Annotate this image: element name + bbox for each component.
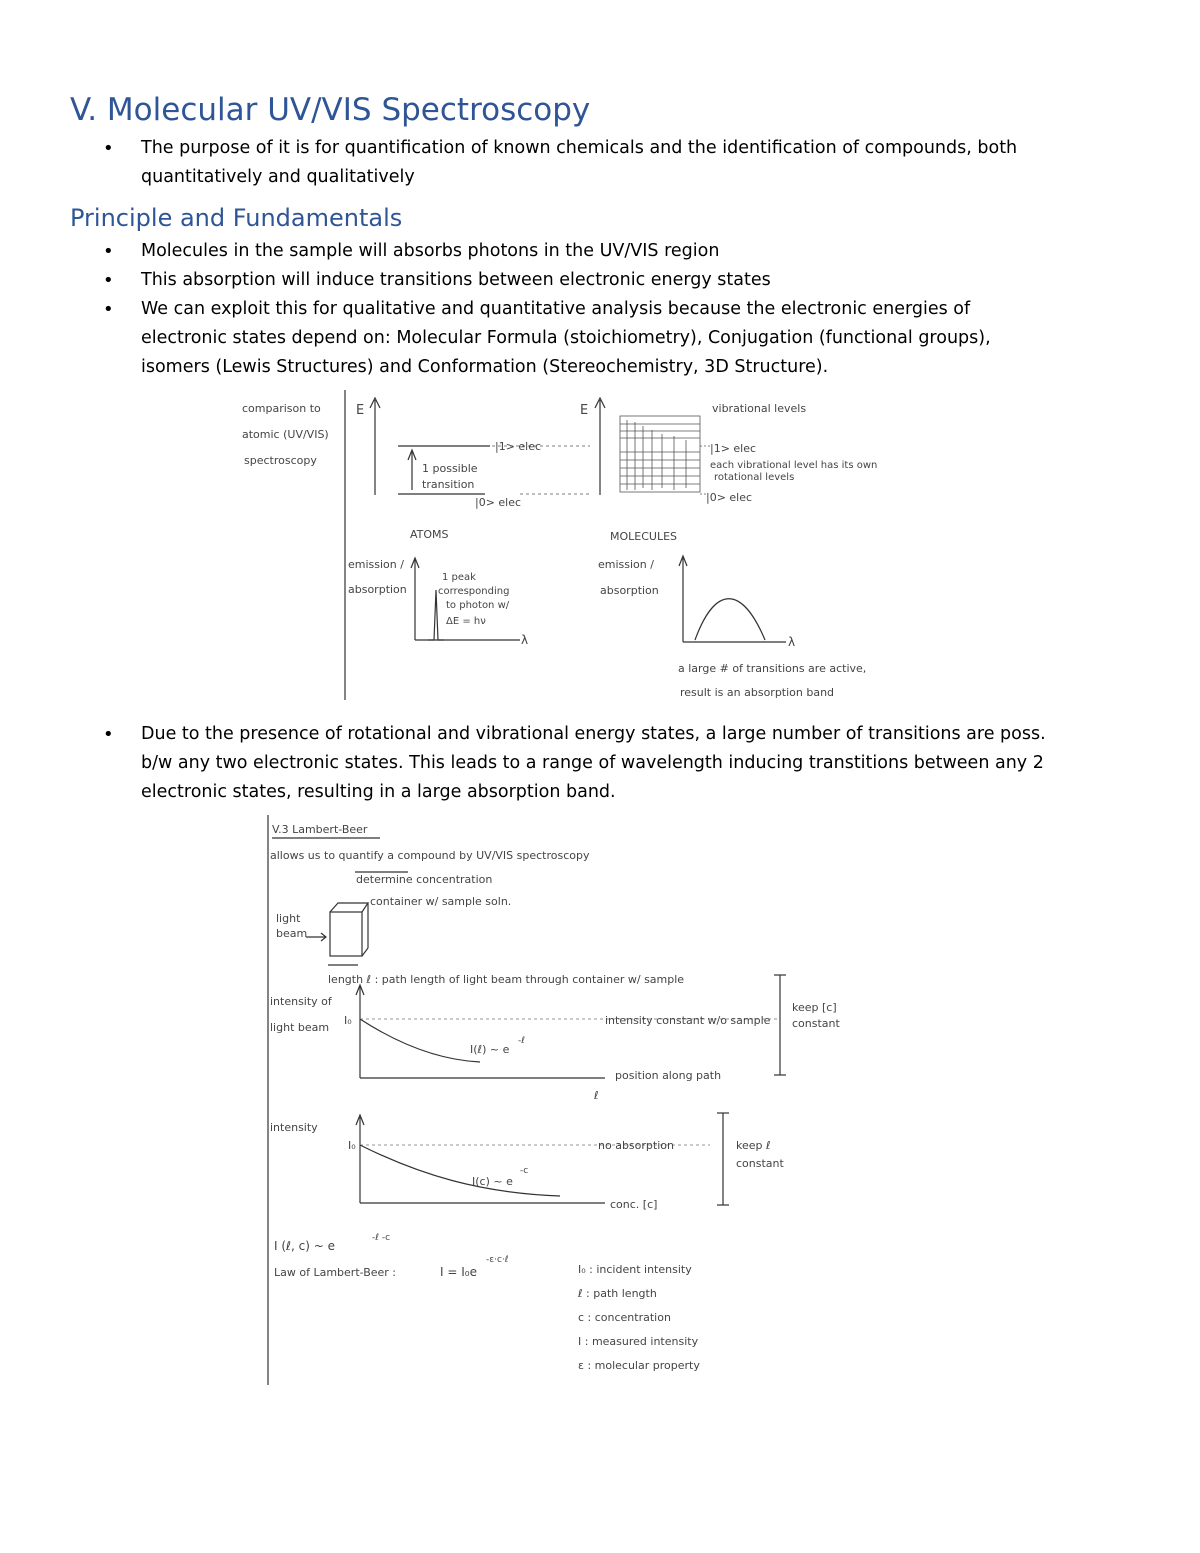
side-note-line: comparison to [242, 402, 321, 415]
curve1-label: I(ℓ) ~ e [470, 1043, 510, 1056]
light-beam-label: light [276, 912, 301, 925]
lambert-beer-line: allows us to quantify a compound by UV/VIS spectroscopy [270, 849, 590, 862]
excited-state-label: |1> elec [495, 440, 542, 453]
emission-label: emission / [348, 558, 404, 571]
container-note: container w/ sample soln. [370, 895, 512, 908]
emission-label: absorption [600, 584, 659, 597]
molecules-label: MOLECULES [610, 530, 678, 543]
peak-note: corresponding [438, 586, 510, 597]
peak-note: 1 peak [442, 572, 476, 583]
vib-levels-label: vibrational levels [712, 402, 807, 415]
lambert-beer-line: determine concentration [356, 873, 493, 886]
lambert-beer-heading: V.3 Lambert-Beer [272, 823, 368, 836]
curve1-exp: -ℓ [518, 1036, 525, 1046]
x1-symbol: ℓ [594, 1089, 599, 1102]
i0-label: I₀ [344, 1014, 352, 1027]
energy-axis-label: E [580, 403, 589, 418]
law-label: Law of Lambert-Beer : [274, 1266, 397, 1279]
mol-ground-label: |0> elec [706, 491, 753, 504]
legend-item: ε : molecular property [578, 1359, 700, 1372]
i0-label: I₀ [348, 1139, 356, 1152]
legend-item: c : concentration [578, 1311, 671, 1324]
lambda-label: λ [521, 633, 529, 647]
light-beam-label: beam [276, 927, 308, 940]
equation-1: I (ℓ, c) ~ e [274, 1239, 335, 1253]
lambert-beer-sketch [260, 815, 880, 1390]
intensity-label: intensity [270, 1121, 318, 1134]
legend-item: I : measured intensity [578, 1335, 699, 1348]
ground-state-label: |0> elec [475, 496, 522, 509]
bullet-marker: • [103, 299, 114, 320]
transition-note: transition [422, 478, 475, 491]
peak-note: to photon w/ [446, 600, 510, 611]
keep-note: keep [c] [792, 1001, 837, 1014]
transition-note: 1 possible [422, 462, 478, 475]
section-heading: Principle and Fundamentals [70, 204, 403, 232]
length-note: length ℓ : path length of light beam through container w/ sample [328, 973, 685, 986]
band-bullet-text: Due to the presence of rotational and vibrational energy states, a large number of transitions are poss. b/w any two electronic states. This leads to a range of wavelength inducing transtitions between any 2 electronic states, resulting in a large absorption band. [141, 724, 1046, 802]
xaxis2-label: conc. [c] [610, 1198, 658, 1211]
keep-note: constant [736, 1157, 784, 1170]
law-equation: I = I₀e [440, 1265, 477, 1279]
bullet-marker: • [103, 138, 114, 159]
rot-note: rotational levels [714, 472, 795, 483]
bullet-marker: • [103, 724, 114, 745]
principle-bullet-1: Molecules in the sample will absorbs photons in the UV/VIS region [141, 241, 720, 261]
equation-1-exp: -ℓ -c [372, 1233, 391, 1243]
keep-note: keep ℓ [736, 1139, 771, 1152]
curve2-exp: -c [520, 1166, 529, 1176]
page-title: V. Molecular UV/VIS Spectroscopy [70, 92, 591, 128]
lambda-label: λ [788, 635, 796, 649]
atoms-molecules-sketch [230, 390, 920, 710]
peak-note: ΔE = hν [446, 616, 486, 627]
no-absorption-label: no absorption [598, 1139, 674, 1152]
intensity-label: light beam [270, 1021, 330, 1034]
intensity-label: intensity of [270, 995, 332, 1008]
band-note: result is an absorption band [680, 686, 835, 699]
band-note: a large # of transitions are active, [678, 662, 867, 675]
xaxis1-label: position along path [615, 1069, 722, 1082]
principle-bullet-2: This absorption will induce transitions between electronic energy states [141, 270, 771, 290]
emission-label: emission / [598, 558, 654, 571]
energy-axis-label: E [356, 403, 365, 418]
principle-bullet-3: We can exploit this for qualitative and quantitative analysis because the electronic energies of electronic states depend on: Molecular Formula (stoichiometry), Conjugation (functional groups), isomers (Lewis Structures) and Conformation (Stereochemistry, 3D Structure). [141, 299, 991, 377]
bullet-marker: • [103, 270, 114, 291]
bullet-marker: • [103, 241, 114, 262]
legend-item: ℓ : path length [578, 1287, 657, 1300]
law-exp: -ε·c·ℓ [486, 1255, 509, 1265]
mol-excited-label: |1> elec [710, 442, 757, 455]
side-note-line: atomic (UV/VIS) [242, 428, 329, 441]
rot-note: each vibrational level has its own [710, 460, 878, 471]
intro-bullet-text: The purpose of it is for quantification of known chemicals and the identification of compounds, both quantitatively and qualitatively [141, 138, 1018, 187]
atoms-label: ATOMS [410, 528, 449, 541]
keep-note: constant [792, 1017, 840, 1030]
curve2-label: I(c) ~ e [472, 1175, 513, 1188]
emission-label: absorption [348, 583, 407, 596]
legend-item: I₀ : incident intensity [578, 1263, 692, 1276]
const-note: intensity constant w/o sample [605, 1014, 771, 1027]
side-note-line: spectroscopy [244, 454, 317, 467]
